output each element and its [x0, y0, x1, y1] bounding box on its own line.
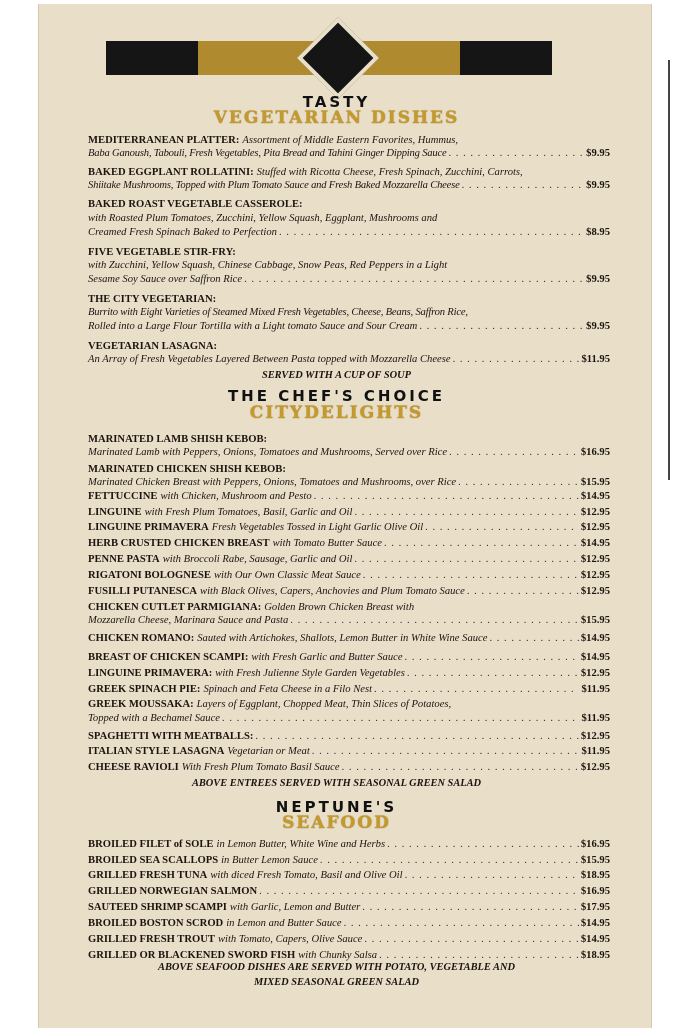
menu-line — [88, 246, 610, 259]
menu-line — [88, 683, 610, 696]
menu-line — [88, 340, 610, 353]
menu-line — [88, 667, 610, 680]
dish-description: Sesame Soy Sauce over Saffron Rice — [88, 274, 243, 285]
menu-line — [88, 745, 610, 758]
section-subtitle-vegetarian: VEGETARIAN DISHES — [213, 108, 460, 128]
dish-name: MEDITERRANEAN PLATTER: — [88, 135, 240, 146]
dot-leader — [290, 614, 579, 627]
dish-description: Vegetarian or Meat — [227, 746, 310, 757]
menu-line — [88, 476, 610, 489]
seafood-note-line-2: MIXED SEASONAL GREEN SALAD — [253, 977, 420, 988]
dish-description: with Chicken, Mushroom and Pesto — [160, 491, 312, 502]
dish-price: $15.95 — [580, 477, 610, 488]
dish-price: $12.95 — [580, 507, 610, 518]
menu-line — [88, 320, 610, 333]
dish-name: BROILED BOSTON SCROD — [88, 918, 224, 929]
dot-leader — [362, 901, 579, 914]
dot-leader — [419, 320, 584, 333]
menu-line — [88, 838, 610, 851]
dish-description: with Broccoli Rabe, Sausage, Garlic and Oil — [162, 554, 353, 565]
dish-description: with Zucchini, Yellow Squash, Chinese Cabbage, Snow Peas, Red Peppers in a Light — [88, 260, 448, 271]
dish-name: CHICKEN ROMANO: — [88, 633, 195, 644]
dish-price: $9.95 — [586, 148, 610, 159]
menu-line — [88, 949, 610, 962]
dish-name: RIGATONI BOLOGNESE — [88, 570, 211, 581]
dish-name: BAKED ROAST VEGETABLE CASSEROLE: — [88, 199, 303, 210]
dish-price: $11.95 — [581, 684, 610, 695]
dish-price: $12.95 — [580, 731, 610, 742]
menu-line — [88, 901, 610, 914]
dish-description: with Tomato, Capers, Olive Sauce — [217, 934, 363, 945]
dish-description: with Garlic, Lemon and Butter — [229, 902, 361, 913]
seafood-note-line-1: ABOVE SEAFOOD DISHES ARE SERVED WITH POTATO, VEGETABLE AND — [158, 962, 515, 973]
dot-leader — [425, 521, 579, 534]
dot-leader — [255, 730, 578, 743]
dot-leader — [458, 476, 579, 489]
dot-leader — [387, 838, 579, 851]
menu-line — [88, 273, 610, 286]
dish-name: LINGUINE — [88, 507, 142, 518]
dish-price: $16.95 — [580, 447, 610, 458]
dish-price: $11.95 — [581, 354, 610, 365]
menu-line — [88, 917, 610, 930]
dish-name: FETTUCCINE — [88, 491, 158, 502]
dish-name: FIVE VEGETABLE STIR-FRY: — [88, 247, 236, 258]
menu-line — [88, 712, 610, 725]
ornament-bar-left — [106, 41, 198, 75]
chef-note: ABOVE ENTREES SERVED WITH SEASONAL GREEN SALAD — [191, 778, 482, 789]
dish-price: $17.95 — [580, 902, 610, 913]
dish-price: $12.95 — [580, 762, 610, 773]
menu-line — [88, 259, 610, 272]
dish-description: Topped with a Bechamel Sauce — [88, 713, 221, 724]
dish-description: in Butter Lemon Sauce — [221, 855, 318, 866]
dot-leader — [407, 667, 579, 680]
dish-description: Golden Brown Chicken Breast with — [264, 602, 415, 613]
dot-leader — [314, 490, 579, 503]
section-title-seafood: NEPTUNE'S — [275, 798, 398, 816]
dish-name: VEGETARIAN LASAGNA: — [88, 341, 218, 352]
dish-description: in Lemon Butter, White Wine and Herbs — [216, 839, 386, 850]
dot-leader — [379, 949, 579, 962]
menu-line — [88, 212, 610, 225]
dish-description: with Fresh Julienne Style Garden Vegetables — [215, 668, 405, 679]
dish-description: with Chunky Salsa — [298, 950, 378, 961]
dish-description: Assortment of Middle Eastern Favorites, Hummus, — [242, 135, 459, 146]
menu-line — [88, 306, 610, 319]
menu-line — [88, 537, 610, 550]
dish-name: BAKED EGGPLANT ROLLATINI: — [88, 167, 254, 178]
dot-leader — [374, 683, 579, 696]
dish-price: $12.95 — [580, 522, 610, 533]
dish-name: BROILED FILET of SOLE — [88, 839, 214, 850]
dish-description: With Fresh Plum Tomato Basil Sauce — [181, 762, 340, 773]
menu-line — [88, 854, 610, 867]
dish-price: $14.95 — [580, 538, 610, 549]
menu-line — [88, 226, 610, 239]
menu-line — [88, 761, 610, 774]
menu-line — [88, 885, 610, 898]
dish-price: $16.95 — [580, 839, 610, 850]
dish-name: SPAGHETTI WITH MEATBALLS: — [88, 731, 254, 742]
dish-price: $12.95 — [580, 668, 610, 679]
menu-line — [88, 651, 610, 664]
dish-description: Rolled into a Large Flour Tortilla with a Light tomato Sauce and Sour Cream — [88, 321, 418, 332]
dish-name: LINGUINE PRIMAVERA: — [88, 668, 213, 679]
dish-price: $15.95 — [580, 615, 610, 626]
section-title-chef: THE CHEF'S CHOICE — [227, 387, 446, 405]
menu-line — [88, 698, 610, 711]
dish-name: MARINATED CHICKEN SHISH KEBOB: — [88, 464, 286, 475]
dot-leader — [449, 446, 579, 459]
dish-description: with Fresh Garlic and Butter Sauce — [251, 652, 403, 663]
dish-description: Baba Ganoush, Tabouli, Fresh Vegetables, Pita Bread and Tahini Ginger Dipping Sauce — [88, 148, 447, 159]
dish-name: CHICKEN CUTLET PARMIGIANA: — [88, 602, 262, 613]
dish-price: $12.95 — [580, 586, 610, 597]
menu-line — [88, 730, 610, 743]
dish-name: MARINATED LAMB SHISH KEBOB: — [88, 434, 268, 445]
menu-line — [88, 869, 610, 882]
dot-leader — [405, 869, 579, 882]
dot-leader — [363, 569, 579, 582]
menu-line — [88, 569, 610, 582]
dish-description: Stuffed with Ricotta Cheese, Fresh Spinach, Zucchini, Carrots, — [256, 167, 523, 178]
dish-price: $14.95 — [580, 918, 610, 929]
section-subtitle-chef: CITYDELIGHTS — [249, 403, 424, 423]
dot-leader — [244, 273, 584, 286]
dish-name: THE CITY VEGETARIAN: — [88, 294, 217, 305]
menu-line — [88, 433, 610, 446]
dot-leader — [364, 933, 579, 946]
dish-name: ITALIAN STYLE LASAGNA — [88, 746, 225, 757]
menu-line — [88, 166, 610, 179]
dish-price: $12.95 — [580, 554, 610, 565]
dot-leader — [312, 745, 580, 758]
menu-line — [88, 147, 610, 160]
menu-line — [88, 614, 610, 627]
dish-description: An Array of Fresh Vegetables Layered Between Pasta topped with Mozzarella Cheese — [88, 354, 451, 365]
dot-leader — [344, 917, 579, 930]
dish-price: $9.95 — [586, 180, 610, 191]
ornament-bar-right — [460, 41, 552, 75]
dish-description: with Our Own Classic Meat Sauce — [213, 570, 361, 581]
dish-description: Shiitake Mushrooms, Topped with Plum Tomato Sauce and Fresh Baked Mozzarella Cheese — [88, 180, 460, 191]
dish-price: $14.95 — [580, 633, 610, 644]
dot-leader — [342, 761, 579, 774]
dish-description: with Black Olives, Capers, Anchovies and Plum Tomato Sauce — [200, 586, 465, 597]
menu-line — [88, 553, 610, 566]
dish-description: Fresh Vegetables Tossed in Light Garlic Olive Oil — [211, 522, 424, 533]
section-title-vegetarian: TASTY — [302, 93, 371, 111]
dot-leader — [405, 651, 579, 664]
menu-line — [88, 585, 610, 598]
dish-price: $18.95 — [580, 950, 610, 961]
dish-description: with Fresh Plum Tomatoes, Basil, Garlic and Oil — [144, 507, 353, 518]
dish-name: GRILLED NORWEGIAN SALMON — [88, 886, 258, 897]
dish-price: $16.95 — [580, 886, 610, 897]
dish-price: $9.95 — [586, 321, 610, 332]
dish-name: HERB CRUSTED CHICKEN BREAST — [88, 538, 270, 549]
dot-leader — [453, 353, 580, 366]
dot-leader — [354, 506, 578, 519]
dish-name: GREEK SPINACH PIE: — [88, 684, 201, 695]
dish-price: $18.95 — [580, 870, 610, 881]
dot-leader — [279, 226, 584, 239]
dish-name: SAUTEED SHRIMP SCAMPI — [88, 902, 227, 913]
dot-leader — [467, 585, 579, 598]
dish-name: BROILED SEA SCALLOPS — [88, 855, 219, 866]
menu-line — [88, 198, 610, 211]
dish-description: Mozzarella Cheese, Marinara Sauce and Pasta — [88, 615, 289, 626]
menu-line — [88, 506, 610, 519]
dish-price: $15.95 — [580, 855, 610, 866]
dish-description: in Lemon and Butter Sauce — [226, 918, 342, 929]
dish-description: Creamed Fresh Spinach Baked to Perfection — [88, 227, 277, 238]
dish-description: Layers of Eggplant, Chopped Meat, Thin Slices of Potatoes, — [196, 699, 452, 710]
dish-name: CHEESE RAVIOLI — [88, 762, 179, 773]
menu-line — [88, 353, 610, 366]
section-subtitle-seafood: SEAFOOD — [282, 813, 391, 833]
dish-description: Spinach and Feta Cheese in a Filo Nest — [203, 684, 373, 695]
menu-line — [88, 933, 610, 946]
dish-description: Sauted with Artichokes, Shallots, Lemon Butter in White Wine Sauce — [197, 633, 488, 644]
dish-price: $14.95 — [580, 491, 610, 502]
dish-description: with Roasted Plum Tomatoes, Zucchini, Yellow Squash, Eggplant, Mushrooms and — [88, 213, 438, 224]
dot-leader — [222, 712, 579, 725]
dish-price: $14.95 — [580, 652, 610, 663]
menu-line — [88, 521, 610, 534]
dot-leader — [384, 537, 579, 550]
dot-leader — [259, 885, 579, 898]
dish-description: with Tomato Butter Sauce — [272, 538, 382, 549]
menu-line — [88, 490, 610, 503]
dish-name: GRILLED OR BLACKENED SWORD FISH — [88, 950, 296, 961]
menu-line — [88, 293, 610, 306]
dot-leader — [354, 553, 578, 566]
dot-leader — [320, 854, 579, 867]
menu-line — [88, 179, 610, 192]
dish-name: GRILLED FRESH TUNA — [88, 870, 208, 881]
dish-description: with diced Fresh Tomato, Basil and Olive Oil — [210, 870, 403, 881]
dot-leader — [448, 147, 584, 160]
vegetarian-note: SERVED WITH A CUP OF SOUP — [261, 370, 412, 381]
menu-line — [88, 463, 610, 476]
dish-name: PENNE PASTA — [88, 554, 160, 565]
dish-price: $9.95 — [586, 274, 610, 285]
dish-price: $8.95 — [586, 227, 610, 238]
menu-line — [88, 446, 610, 459]
dish-description: Burrito with Eight Varieties of Steamed Mixed Fresh Vegetables, Cheese, Beans, Saffron Rice, — [88, 307, 468, 318]
dish-name: BREAST OF CHICKEN SCAMPI: — [88, 652, 249, 663]
dish-price: $11.95 — [581, 746, 610, 757]
dish-price: $11.95 — [581, 713, 610, 724]
dish-description: Marinated Lamb with Peppers, Onions, Tomatoes and Mushrooms, Served over Rice — [88, 447, 448, 458]
dish-name: GRILLED FRESH TROUT — [88, 934, 215, 945]
menu-line — [88, 601, 610, 614]
dish-name: GREEK MOUSSAKA: — [88, 699, 194, 710]
dish-description: Marinated Chicken Breast with Peppers, Onions, Tomatoes and Mushrooms, over Rice — [88, 477, 457, 488]
menu-line — [88, 134, 610, 147]
header-ornament — [106, 37, 552, 81]
dish-name: FUSILLI PUTANESCA — [88, 586, 197, 597]
dish-price: $12.95 — [580, 570, 610, 581]
dot-leader — [489, 632, 578, 645]
dish-name: LINGUINE PRIMAVERA — [88, 522, 209, 533]
dish-price: $14.95 — [580, 934, 610, 945]
dot-leader — [462, 179, 585, 192]
menu-line — [88, 632, 610, 645]
